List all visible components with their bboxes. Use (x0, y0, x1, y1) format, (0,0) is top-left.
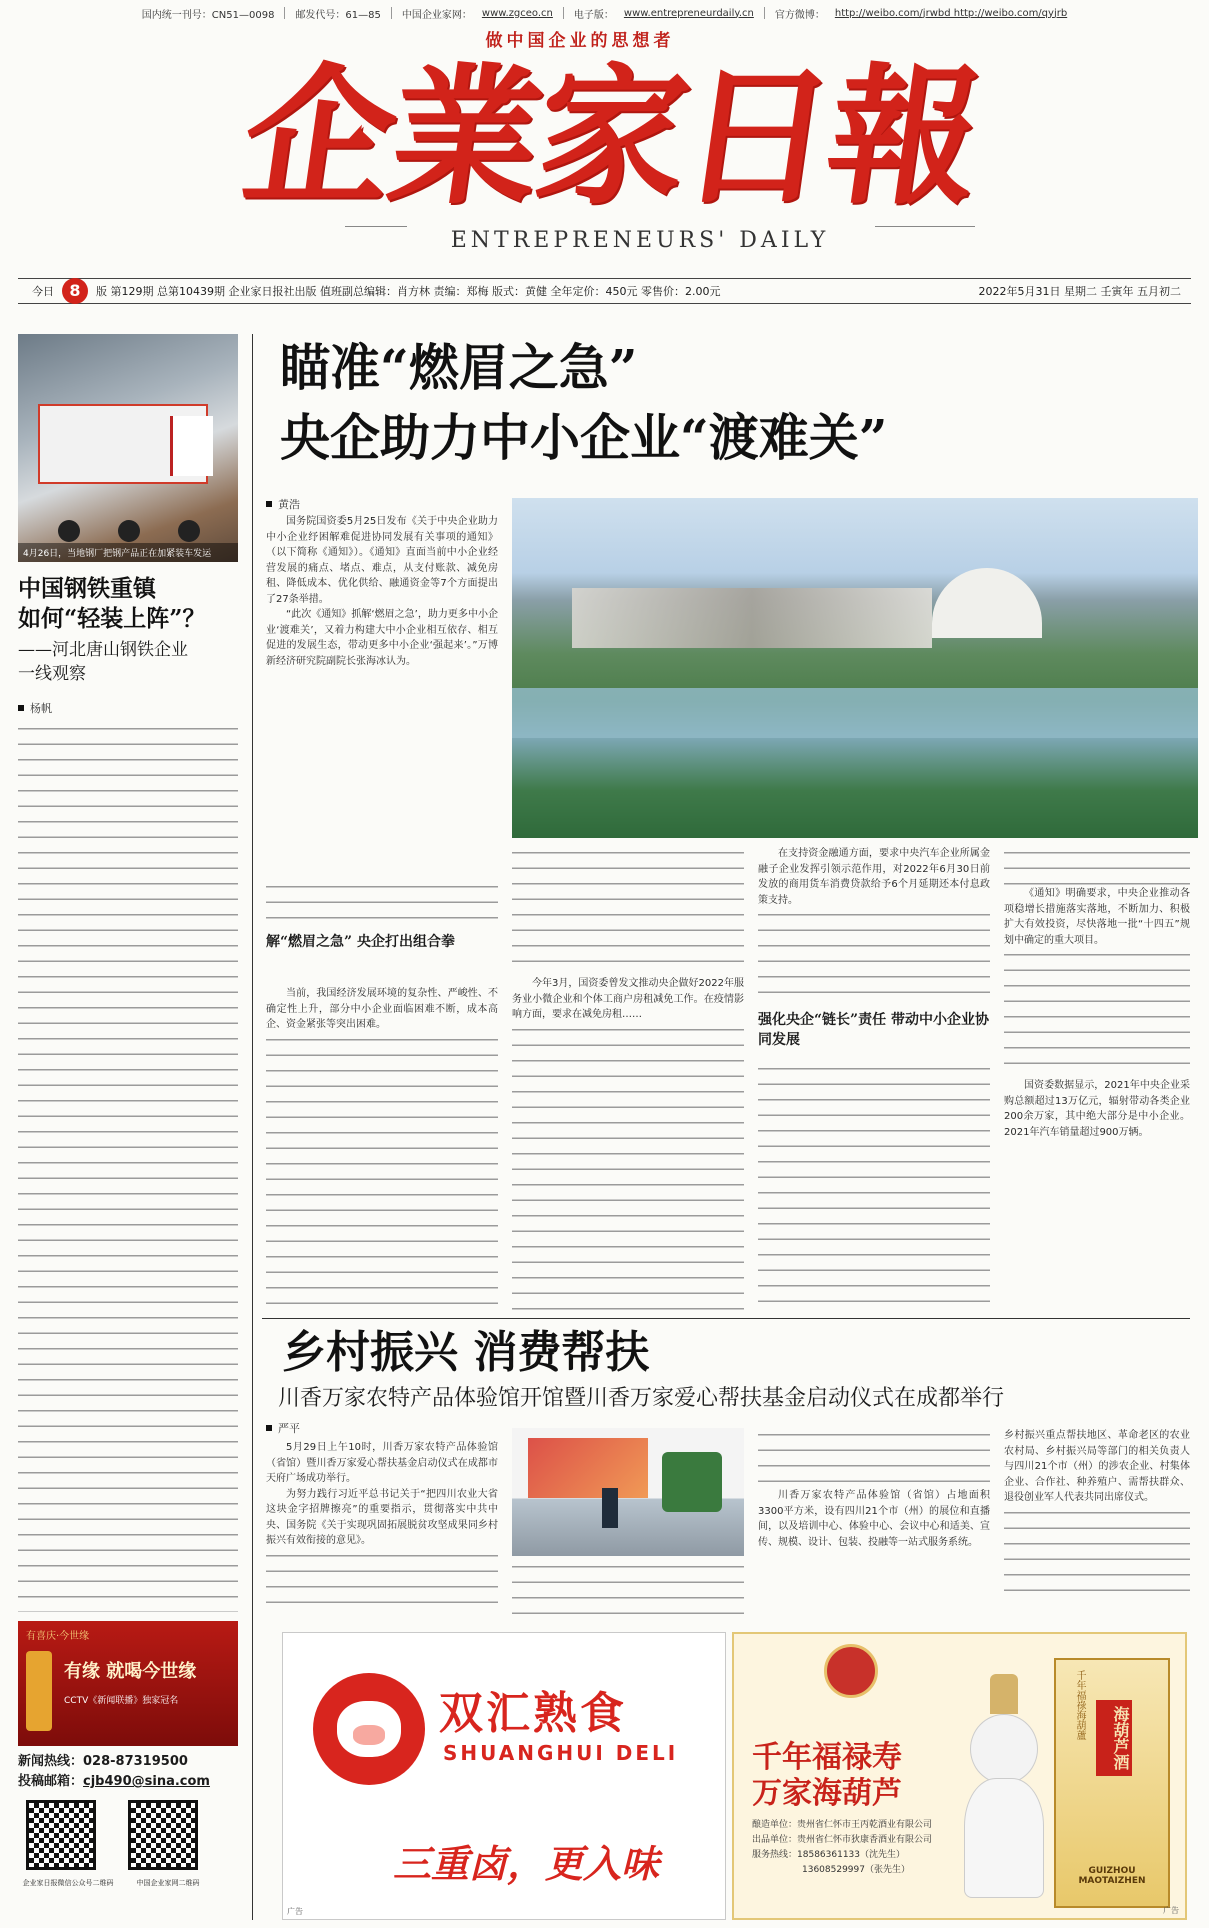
hulu-phone2[interactable]: 13608529997（张先生） (802, 1865, 910, 1875)
photo-caption: 4月26日，当地钢厂把钢产品正在加紧装车发运 (18, 543, 238, 562)
lead-author: 黄浩 (278, 498, 300, 511)
shuanghui-brand: 双汇熟食 (439, 1688, 627, 1739)
contact-box (18, 1752, 238, 1792)
second-col4-body (1004, 1428, 1190, 1620)
truck-icon (38, 404, 208, 484)
lead-para1: 国务院国资委5月25日发布《关于中央企业助力中小企业纾困解难促进协同发展有关事项的通知》（以下简称《通知》）。《通知》直面当前中小企业经营发展的痛点、堵点、难点，从支付账款、减免房租、降低成本、优化供给、融通资金等7个方面提出了27条举措。 (266, 516, 498, 605)
shuanghui-english: SHUANGHUI DELI (443, 1741, 679, 1765)
website-qr-code[interactable] (128, 1800, 198, 1870)
issue-bar (18, 278, 1191, 304)
bottle-english2: MAOTAIZHEN (1078, 1876, 1146, 1886)
wheel-icon (118, 520, 140, 542)
lead-title-line1[interactable]: 瞄准“燃眉之急” (280, 338, 638, 397)
weibo-label: 官方微博： (774, 9, 825, 21)
second-byline (266, 1420, 300, 1436)
lead-col1-text (266, 514, 498, 874)
lead-para5: 在支持资金融通方面，要求中央汽车企业所属金融子企业发挥引领示范作用，对2022年6月30日前发放的商用货车消费贷款给予6个月延期还本付息政策支持。 (758, 848, 990, 906)
left-title-line2: 如何“轻装上阵”？ (18, 605, 206, 632)
second-para1: 5月29日上午10时，川香万家农特产品体验馆（省馆）暨川香万家爱心帮扶基金启动仪式在成都市天府广场成功举行。 (266, 1442, 498, 1484)
hotline-label: 新闻热线： (18, 1754, 84, 1769)
weibo-link[interactable]: http://weibo.com/jrwbd http://weibo.com/qyjrb (834, 7, 1068, 19)
wheel-icon (178, 520, 200, 542)
pig-logo-icon (313, 1673, 425, 1785)
ad-label: 广告 (287, 1907, 303, 1916)
website-link[interactable]: www.zgceo.cn (481, 7, 553, 19)
wine-box (1054, 1658, 1170, 1908)
submit-email[interactable]: cjb490@sina.com (83, 1774, 210, 1789)
website-label: 中国企业家网： (401, 9, 472, 21)
lead-byline (266, 496, 300, 512)
submit-email-label: 投稿邮箱： (18, 1774, 84, 1789)
left-byline (18, 700, 52, 716)
left-article-body (18, 722, 238, 1612)
ad-slogan: 有喜庆·今世缘 (26, 1631, 90, 1642)
hulu-title2: 万家海葫芦 (752, 1776, 902, 1811)
edition-info: 版 第129期 总第10439期 企业家日报社出版 值班副总编辑：肖方林 责编：郑梅 版式：黄健 全年定价：450元 零售价：2.00元 (96, 285, 721, 298)
left-article-title[interactable] (18, 574, 238, 634)
edition-link[interactable]: www.entrepreneurdaily.cn (623, 7, 754, 19)
second-col2-body (512, 1560, 744, 1620)
masthead-title: 企業家日報 (232, 49, 988, 225)
wechat-qr-code[interactable] (26, 1800, 96, 1870)
second-col3-body (758, 1428, 990, 1620)
masthead-logo (200, 50, 1020, 230)
second-title[interactable]: 乡村振兴 消费帮扶 (282, 1327, 650, 1378)
postal-code: 邮发代号：61—85 (295, 9, 381, 21)
haihulu-wine-ad[interactable] (732, 1632, 1187, 1920)
shuanghui-slogan: 三重卤，更入味 (393, 1841, 660, 1886)
page-count-badge: 8 (62, 278, 88, 304)
second-para4: 乡村振兴重点帮扶地区、革命老区的农业农村局、乡村振兴局等部门的相关负责人与四川21个市（州）的涉农企业、村集体企业、合作社、种养殖户、需帮扶群众、退役创业军人代表共同出席仪式。 (1004, 1430, 1190, 1503)
lead-para7: 国资委数据显示，2021年中央企业采购总额超过13万亿元，辐射带动各类企业200余万家，其中绝大部分是中小企业。2021年汽车销量超过900万辆。 (1004, 1080, 1190, 1138)
brand-seal-icon (824, 1644, 878, 1698)
lead-para3: 当前，我国经济发展环境的复杂性、严峻性、不确定性上升，部分中小企业面临困难不断，成本高企、资金紧张等突出困难。 (266, 988, 498, 1030)
lead-col1-body2 (266, 986, 498, 1316)
hulu-title1: 千年福禄寿 (752, 1740, 902, 1775)
divider (345, 226, 407, 227)
ad-label: 广告 (1163, 1906, 1179, 1915)
column-divider (252, 334, 253, 1920)
ceremony-photo[interactable] (512, 1428, 744, 1556)
bottle-icon (26, 1651, 52, 1731)
lead-title-line2[interactable]: 央企助力中小企业“渡难关” (280, 408, 888, 467)
second-col1-body (266, 1440, 498, 1620)
today-label: 今日 (32, 285, 54, 298)
wine-box-brand: 海葫芦酒 (1096, 1700, 1132, 1776)
factory-aerial-photo[interactable] (512, 498, 1198, 838)
left-subtitle-line1: ——河北唐山钢铁企业 (18, 640, 188, 660)
hotline-number[interactable]: 028-87319500 (83, 1754, 188, 1769)
lead-col4-body (1004, 846, 1190, 1316)
ad-tv-text: CCTV《新闻联播》独家冠名 (64, 1696, 179, 1706)
lead-col2-body (512, 846, 744, 1316)
lead-col3-body2 (758, 1062, 990, 1316)
second-para3: 川香万家农特产品体验馆（省馆）占地面积3300平方米，设有四川21个市（州）的展位和直播间，以及培训中心、体验中心、会议中心和适美、宣传、规模、设计、包装、投融等一站式服务系统。 (758, 1490, 990, 1548)
issue-date: 2022年5月31日 星期二 壬寅年 五月初二 (978, 285, 1181, 298)
second-para2: 为努力践行习近平总书记关于“把四川农业大省这块金字招牌擦亮”的重要指示，贯彻落实中共中央、国务院《关于实现巩固拓展脱贫攻坚成果同乡村振兴有效衔接的意见》。 (266, 1488, 498, 1546)
hulu-phone-label: 服务热线： (752, 1850, 798, 1860)
left-title-line1: 中国钢铁重镇 (18, 575, 156, 602)
motto: 做中国企业的思想者 (485, 31, 675, 51)
ad-main-text: 有缘 就喝今世缘 (64, 1661, 197, 1682)
hulu-phone1[interactable]: 18586361133（沈先生） (797, 1850, 906, 1860)
qr2-caption: 中国企业家网二维码 (136, 1879, 200, 1887)
jinshiyuan-ad[interactable] (18, 1621, 238, 1746)
qr1-caption: 企业家日报微信公众号二维码 (22, 1879, 114, 1887)
steel-truck-photo[interactable] (18, 334, 238, 562)
second-author: 严平 (278, 1422, 300, 1435)
lead-para4: 今年3月，国资委曾发文推动央企做好2022年服务业小微企业和个体工商户房租减免工作。在疫情影响方面，要求在减免房租…… (512, 978, 744, 1020)
hulu-seller-label: 出品单位： (752, 1835, 798, 1845)
cn-number: 国内统一刊号：CN51—0098 (141, 9, 275, 21)
shuanghui-ad[interactable] (282, 1632, 726, 1920)
left-author: 杨帆 (30, 702, 52, 715)
wine-box-seal: 千年福祿海葫蘆 (1074, 1670, 1085, 1740)
english-name: ENTREPRENEURS' DAILY (450, 228, 830, 253)
wheel-icon (58, 520, 80, 542)
header-info-line (0, 2, 1209, 24)
left-subtitle-line2: 一线观察 (18, 664, 86, 684)
lead-para2: “此次《通知》抓解‘燃眉之急’，助力更多中小企业‘渡难关’，又着力构建大中小企业相互依存、相互促进的发展生态，带动更多中小企业‘强起来’。”万博新经济研究院副院长张海冰认为。 (266, 609, 498, 667)
lead-para6: 《通知》明确要求，中央企业推动各项稳增长措施落实落地，不断加力、积极扩大有效投资，尽快落地一批“十四五”规划中确定的重大项目。 (1004, 888, 1190, 946)
lead-section2-heading: 强化央企“链长”责任 带动中小企业协同发展 (758, 1012, 989, 1048)
hulu-seller: 贵州省仁怀市狄康香酒业有限公司 (797, 1835, 933, 1845)
wine-bottle-icon (964, 1674, 1044, 1904)
hulu-contact-info (752, 1818, 952, 1878)
divider (875, 226, 975, 227)
lead-col1-filler (266, 880, 498, 920)
left-article-subtitle (18, 638, 238, 686)
lead-col3-body (758, 846, 990, 1006)
hulu-maker-label: 酿造单位： (752, 1820, 798, 1830)
email-label: 电子版： (573, 9, 614, 21)
section-divider (262, 1318, 1190, 1319)
hulu-maker: 贵州省仁怀市王丙乾酒业有限公司 (797, 1820, 933, 1830)
bottle-english1: GUIZHOU (1088, 1866, 1136, 1876)
second-subtitle[interactable]: 川香万家农特产品体验馆开馆暨川香万家爱心帮扶基金启动仪式在成都举行 (278, 1386, 1005, 1411)
lead-section1-heading: 解“燃眉之急” 央企打出组合拳 (266, 934, 455, 950)
